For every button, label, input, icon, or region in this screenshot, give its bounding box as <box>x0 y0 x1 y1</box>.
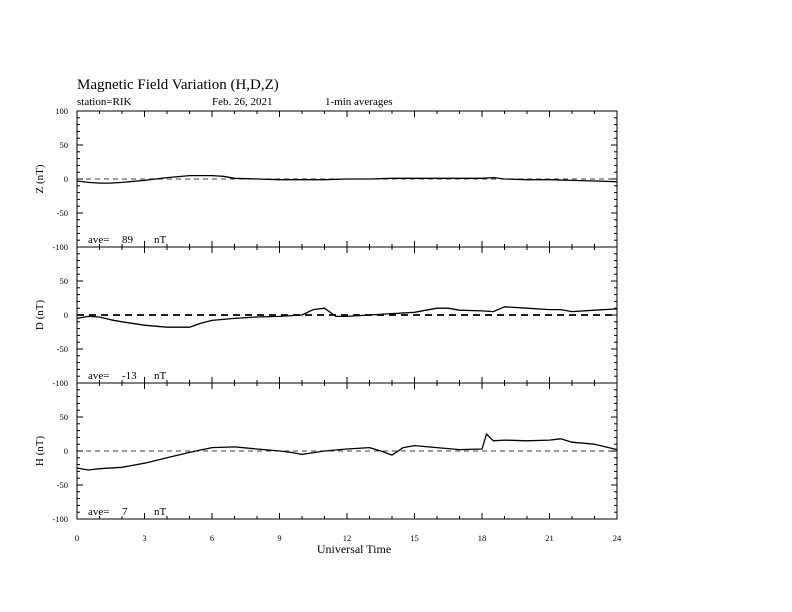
station-label: station=RIK <box>77 96 132 108</box>
ave-value: 7 <box>122 506 128 518</box>
x-tick-label: 12 <box>342 533 352 543</box>
ave-unit: nT <box>154 370 167 382</box>
y-tick-label: 0 <box>63 174 68 184</box>
averaging-label: 1-min averages <box>325 96 393 108</box>
y-tick-label: -100 <box>52 514 68 524</box>
ave-unit: nT <box>154 234 167 246</box>
ave-value: -13 <box>122 370 137 382</box>
y-axis-label: Z (nT) <box>34 164 46 194</box>
x-tick-label: 15 <box>410 533 419 543</box>
y-axis-label: D (nT) <box>34 299 46 331</box>
chart-title: Magnetic Field Variation (H,D,Z) <box>77 77 279 93</box>
y-tick-label: 0 <box>63 310 68 320</box>
x-axis-label: Universal Time <box>316 542 392 556</box>
series-line-h <box>77 434 617 470</box>
x-tick-label: 0 <box>74 533 80 543</box>
ave-value: 89 <box>122 234 133 246</box>
panel-h <box>34 383 617 519</box>
y-tick-label: -50 <box>56 208 68 218</box>
date-label: Feb. 26, 2021 <box>212 96 273 108</box>
y-tick-label: -100 <box>52 242 68 252</box>
x-tick-label: 18 <box>477 533 487 543</box>
series-line-d <box>77 307 617 327</box>
y-axis-label: H (nT) <box>34 435 46 467</box>
x-tick-label: 3 <box>142 533 147 543</box>
y-tick-label: -50 <box>56 480 68 490</box>
y-tick-label: 50 <box>59 276 68 286</box>
panel-z <box>34 111 617 247</box>
x-tick-label: 6 <box>209 533 215 543</box>
ave-label: ave= <box>88 506 110 518</box>
y-tick-label: -100 <box>52 378 68 388</box>
x-tick-label: 9 <box>277 533 282 543</box>
panel-d <box>34 247 617 383</box>
y-tick-label: -50 <box>56 344 68 354</box>
y-tick-label: 100 <box>55 106 68 116</box>
series-line-z <box>77 176 617 184</box>
y-tick-label: 0 <box>63 446 68 456</box>
ave-label: ave= <box>88 234 110 246</box>
x-tick-label: 24 <box>612 533 622 543</box>
y-tick-label: 50 <box>59 412 68 422</box>
ave-unit: nT <box>154 506 167 518</box>
y-tick-label: 50 <box>59 140 68 150</box>
ave-label: ave= <box>88 370 110 382</box>
x-tick-label: 21 <box>545 533 554 543</box>
